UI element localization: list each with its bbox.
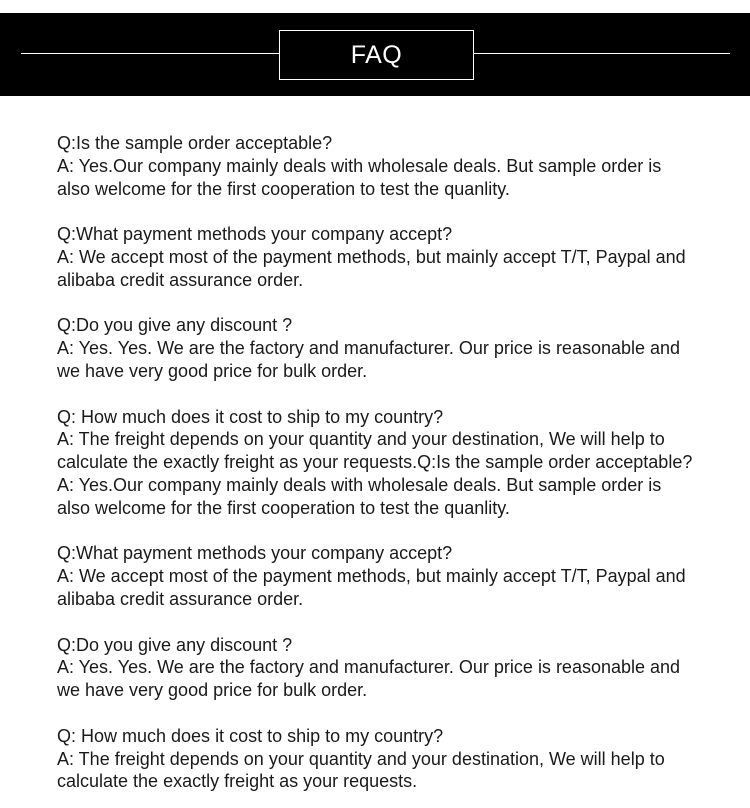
header-title-box xyxy=(279,30,474,80)
header-divider-left xyxy=(21,53,279,54)
header-divider-right xyxy=(474,53,730,54)
page-title: FAQ xyxy=(350,40,403,69)
faq-text: Q:Is the sample order acceptable? A: Yes.Our company mainly deals with wholesale deals. But sample order is also welcome for the first cooperation to test the quanlity. Q:What payment methods your company accept? A: We accept most of the payment methods, but mainly accept T/T, Paypal and alibaba credit assurance order. Q:Do you give any discount ? A: Yes. Yes. We are the factory and manufacturer. Our price is reasonable and we have very good price for bulk order. Q: How much does it cost to ship to my country? A: The freight depends on your quantity and your destination, We will help to calculate the exactly freight as your requests.Q:Is the sample order acceptable? A: Yes.Our company mainly deals with wholesale deals. But sample order is also welcome for the first cooperation to test the quanlity. Q:What payment methods your company accept? A: We accept most of the payment methods, but mainly accept T/T, Paypal and alibaba credit assurance order. Q:Do you give any discount ? A: Yes. Yes. We are the factory and manufacturer. Our price is reasonable and we have very good price for bulk order. Q: How much does it cost to ship to my country? A: The freight depends on your quantity and your destination, We will help to calculate the exactly freight as your requests. xyxy=(57,133,693,792)
faq-content xyxy=(57,132,737,793)
faq-header-banner xyxy=(0,13,750,96)
